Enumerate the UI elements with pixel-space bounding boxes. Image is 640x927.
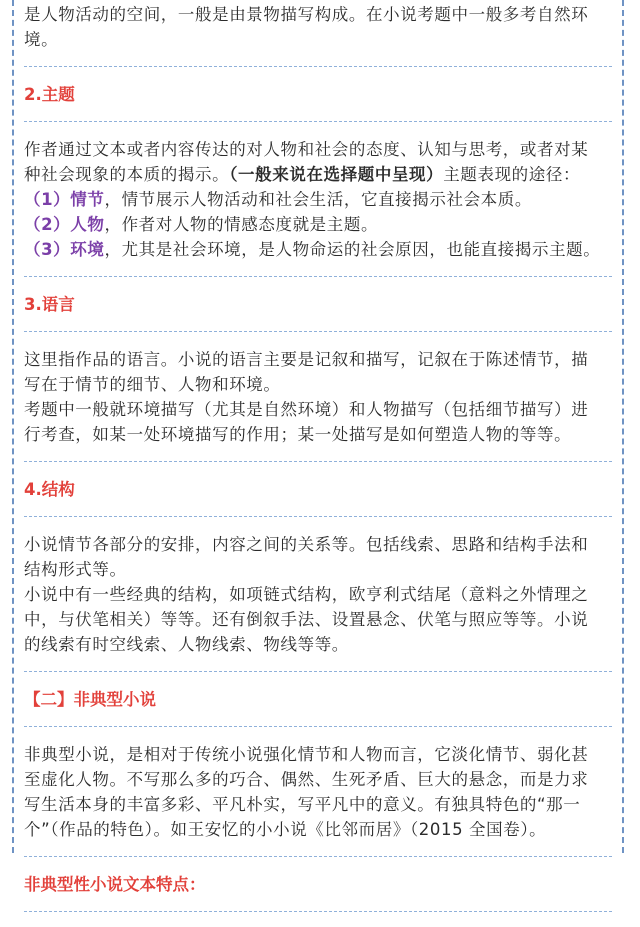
section-divider xyxy=(24,516,612,517)
structure-line-2: 结构形式等。 xyxy=(24,560,127,579)
theme-line-2 xyxy=(24,162,614,187)
theme-item-number: （2） xyxy=(24,215,71,234)
theme-emphasis: （一般来说在选择题中呈现） xyxy=(229,165,444,184)
section-divider xyxy=(24,121,612,122)
language-line-4: 行考查，如某一处环境描写的作用；某一处描写是如何塑造人物的等等。 xyxy=(24,425,572,444)
atypical-line-2: 至虚化人物。不写那么多的巧合、偶然、生死矛盾、巨大的悬念，而是力求 xyxy=(24,770,589,789)
language-line-3: 考题中一般就环境描写（尤其是自然环境）和人物描写（包括细节描写）进 xyxy=(24,400,589,419)
theme-item xyxy=(24,237,614,262)
atypical-heading: 【二】非典型小说 xyxy=(24,690,156,709)
theme-line-1: 作者通过文本或者内容传达的对人物和社会的态度、认知与思考，或者对某 xyxy=(24,140,589,159)
section-divider xyxy=(24,911,612,912)
intro-line-2: 境。 xyxy=(24,30,59,49)
atypical-line-4: 个”（作品的特色）。如王安忆的小小说《比邻而居》（2015 全国卷）。 xyxy=(24,820,547,839)
atypical-line-3: 写生活本身的丰富多彩、平凡朴实，写平凡中的意义。有独具特色的“那一 xyxy=(24,795,581,814)
language-line-2: 写在于情节的细节、人物和环境。 xyxy=(24,375,281,394)
structure-line-5: 的线索有时空线索、人物线索、物线等等。 xyxy=(24,635,349,654)
theme-item-text: ，情节展示人物活动和社会生活，它直接揭示社会本质。 xyxy=(104,190,532,209)
structure-line-3: 小说中有一些经典的结构，如项链式结构，欧亨利式结尾（意料之外情理之 xyxy=(24,585,589,604)
theme-item-key: 人物 xyxy=(70,215,105,234)
theme-item-number: （1） xyxy=(24,190,71,209)
language-heading: 3.语言 xyxy=(24,295,75,314)
section-divider xyxy=(24,856,612,857)
theme-text: 主题表现的途径： xyxy=(443,165,581,184)
theme-item xyxy=(24,212,614,237)
language-line-1: 这里指作品的语言。小说的语言主要是记叙和描写，记叙在于陈述情节，描 xyxy=(24,350,589,369)
structure-line-1: 小说情节各部分的安排，内容之间的关系等。包括线索、思路和结构手法和 xyxy=(24,535,589,554)
theme-heading: 2.主题 xyxy=(24,85,75,104)
structure-line-4: 中，与伏笔相关）等等。还有倒叙手法、设置悬念、伏笔与照应等等。小说 xyxy=(24,610,589,629)
section-divider xyxy=(24,66,612,67)
theme-item-key: 情节 xyxy=(70,190,105,209)
theme-item xyxy=(24,187,614,212)
theme-item-key: 环境 xyxy=(70,240,105,259)
theme-item-text: ，尤其是社会环境，是人物命运的社会原因，也能直接揭示主题。 xyxy=(104,240,601,259)
section-divider xyxy=(24,276,612,277)
atypical-line-1: 非典型小说，是相对于传统小说强化情节和人物而言，它淡化情节、弱化甚 xyxy=(24,745,589,764)
theme-item-number: （3） xyxy=(24,240,71,259)
section-divider xyxy=(24,331,612,332)
theme-item-text: ，作者对人物的情感态度就是主题。 xyxy=(104,215,379,234)
section-divider xyxy=(24,726,612,727)
atypical-subheading: 非典型性小说文本特点： xyxy=(24,875,206,894)
section-divider xyxy=(24,461,612,462)
theme-text: 种社会现象的本质的揭示。 xyxy=(24,165,230,184)
section-divider xyxy=(24,671,612,672)
intro-line-1: 是人物活动的空间，一般是由景物描写构成。在小说考题中一般多考自然环 xyxy=(24,5,589,24)
document-content xyxy=(24,2,614,927)
structure-heading: 4.结构 xyxy=(24,480,75,499)
